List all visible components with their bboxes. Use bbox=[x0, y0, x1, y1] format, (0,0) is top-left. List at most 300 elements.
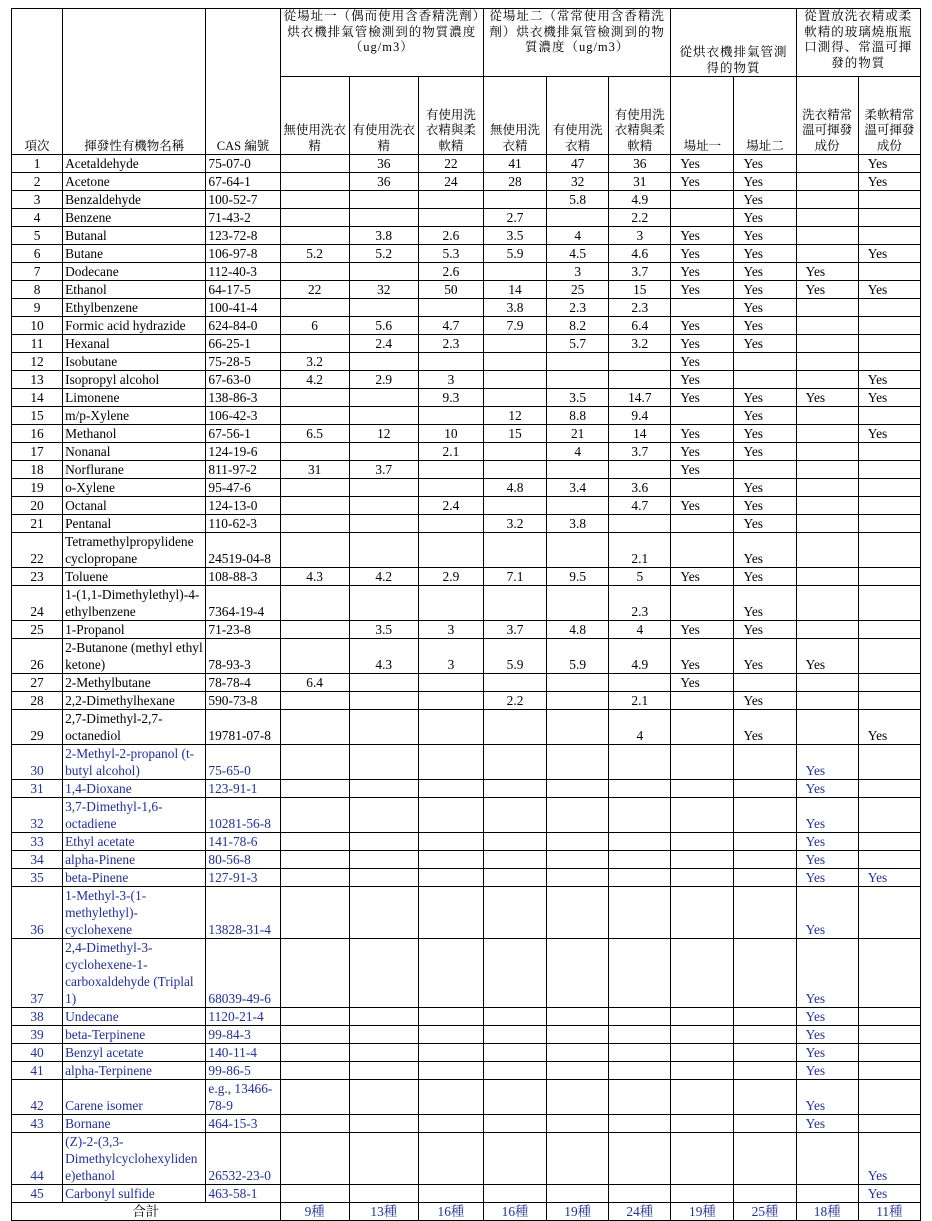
cell-s1-det-soft bbox=[418, 191, 483, 209]
cell-no: 43 bbox=[12, 1115, 63, 1133]
cell-s2-none bbox=[483, 335, 546, 353]
cell-s2-none bbox=[483, 263, 546, 281]
cell-cas: 80-56-8 bbox=[206, 851, 280, 869]
cell-site1 bbox=[671, 869, 734, 887]
table-row bbox=[12, 869, 921, 887]
cell-site2 bbox=[734, 745, 796, 780]
cell-site2 bbox=[734, 939, 796, 1008]
cell-det-vol bbox=[796, 515, 858, 533]
cell-site2 bbox=[734, 1044, 796, 1062]
cell-s1-det-soft bbox=[418, 479, 483, 497]
cell-s2-none: 15 bbox=[483, 425, 546, 443]
cell-cas: e.g., 13466-78-9 bbox=[206, 1080, 280, 1115]
cell-site1 bbox=[671, 798, 734, 833]
total-det-vol: 18種 bbox=[796, 1203, 858, 1221]
cell-no: 44 bbox=[12, 1133, 63, 1185]
table-row bbox=[12, 1133, 921, 1185]
cell-det-vol bbox=[796, 568, 858, 586]
cell-s2-none: 14 bbox=[483, 281, 546, 299]
cell-s2-det bbox=[547, 674, 609, 692]
cell-s2-det-soft bbox=[609, 745, 671, 780]
cell-s1-none: 31 bbox=[280, 461, 349, 479]
cell-s2-det: 5.8 bbox=[547, 191, 609, 209]
cell-s2-none bbox=[483, 443, 546, 461]
cell-s1-det bbox=[349, 780, 418, 798]
cell-s2-none bbox=[483, 1080, 546, 1115]
cell-site1: Yes bbox=[671, 425, 734, 443]
cell-s1-det-soft bbox=[418, 851, 483, 869]
cell-soft-vol: Yes bbox=[858, 155, 920, 173]
col-group-site1: 從場址一（偶而使用含香精洗劑）烘衣機排氣管檢測到的物質濃度（ug/m3） bbox=[280, 9, 483, 77]
cell-s1-none bbox=[280, 621, 349, 639]
cell-det-vol bbox=[796, 299, 858, 317]
cell-cas: 67-56-1 bbox=[206, 425, 280, 443]
cell-s2-none: 41 bbox=[483, 155, 546, 173]
table-row bbox=[12, 227, 921, 245]
cell-s1-none bbox=[280, 1080, 349, 1115]
cell-cas: 68039-49-6 bbox=[206, 939, 280, 1008]
cell-s2-none: 5.9 bbox=[483, 639, 546, 674]
cell-name: Bornane bbox=[63, 1115, 206, 1133]
cell-cas: 123-91-1 bbox=[206, 780, 280, 798]
cell-det-vol: Yes bbox=[796, 780, 858, 798]
table-row bbox=[12, 191, 921, 209]
cell-s2-det-soft: 6.4 bbox=[609, 317, 671, 335]
cell-s1-det bbox=[349, 833, 418, 851]
col-header-s1-det: 有使用洗衣精 bbox=[349, 77, 418, 155]
cell-site2: Yes bbox=[734, 479, 796, 497]
cell-soft-vol bbox=[858, 479, 920, 497]
cell-soft-vol bbox=[858, 939, 920, 1008]
cell-cas: 127-91-3 bbox=[206, 869, 280, 887]
cell-site2: Yes bbox=[734, 443, 796, 461]
cell-s2-det bbox=[547, 887, 609, 939]
cell-cas: 99-86-5 bbox=[206, 1062, 280, 1080]
cell-s2-det bbox=[547, 1026, 609, 1044]
col-header-s2-det: 有使用洗衣精 bbox=[547, 77, 609, 155]
cell-cas: 66-25-1 bbox=[206, 335, 280, 353]
cell-soft-vol bbox=[858, 851, 920, 869]
cell-s2-none bbox=[483, 939, 546, 1008]
cell-s2-none: 3.5 bbox=[483, 227, 546, 245]
cell-s1-none: 4.3 bbox=[280, 568, 349, 586]
cell-name: alpha-Terpinene bbox=[63, 1062, 206, 1080]
cell-site2: Yes bbox=[734, 710, 796, 745]
cell-s2-det: 8.8 bbox=[547, 407, 609, 425]
cell-s1-det-soft: 10 bbox=[418, 425, 483, 443]
table-row bbox=[12, 515, 921, 533]
cell-s1-det: 2.4 bbox=[349, 335, 418, 353]
table-row bbox=[12, 621, 921, 639]
cell-s1-none bbox=[280, 155, 349, 173]
cell-s2-det-soft bbox=[609, 798, 671, 833]
cell-cas: 67-64-1 bbox=[206, 173, 280, 191]
cell-s1-det-soft: 3 bbox=[418, 371, 483, 389]
cell-site1: Yes bbox=[671, 497, 734, 515]
cell-s2-det-soft: 14 bbox=[609, 425, 671, 443]
cell-s1-det-soft: 24 bbox=[418, 173, 483, 191]
cell-soft-vol bbox=[858, 353, 920, 371]
cell-cas: 590-73-8 bbox=[206, 692, 280, 710]
cell-name: 2,7-Dimethyl-2,7-octanediol bbox=[63, 710, 206, 745]
cell-s2-det-soft: 4.9 bbox=[609, 191, 671, 209]
cell-site2: Yes bbox=[734, 209, 796, 227]
table-row bbox=[12, 1044, 921, 1062]
cell-s1-det-soft: 2.1 bbox=[418, 443, 483, 461]
cell-s1-none bbox=[280, 710, 349, 745]
cell-no: 20 bbox=[12, 497, 63, 515]
cell-s2-det-soft: 2.2 bbox=[609, 209, 671, 227]
cell-s2-det-soft bbox=[609, 461, 671, 479]
cell-site1 bbox=[671, 407, 734, 425]
cell-s1-det bbox=[349, 939, 418, 1008]
cell-soft-vol: Yes bbox=[858, 869, 920, 887]
cell-s1-none bbox=[280, 407, 349, 425]
cell-soft-vol bbox=[858, 621, 920, 639]
cell-soft-vol bbox=[858, 1008, 920, 1026]
cell-site2: Yes bbox=[734, 245, 796, 263]
cell-s2-det-soft: 15 bbox=[609, 281, 671, 299]
cell-det-vol: Yes bbox=[796, 1008, 858, 1026]
cell-site1: Yes bbox=[671, 674, 734, 692]
cell-name: beta-Terpinene bbox=[63, 1026, 206, 1044]
col-group-bottle: 從置放洗衣精或柔軟精的玻璃燒瓶瓶口測得、常溫可揮發的物質 bbox=[796, 9, 920, 77]
cell-s1-none bbox=[280, 497, 349, 515]
cell-s2-det bbox=[547, 1008, 609, 1026]
cell-s1-det: 3.7 bbox=[349, 461, 418, 479]
cell-site2: Yes bbox=[734, 497, 796, 515]
cell-no: 15 bbox=[12, 407, 63, 425]
cell-s1-none bbox=[280, 1008, 349, 1026]
cell-soft-vol bbox=[858, 497, 920, 515]
cell-s1-det bbox=[349, 745, 418, 780]
cell-no: 41 bbox=[12, 1062, 63, 1080]
cell-s1-det: 12 bbox=[349, 425, 418, 443]
cell-cas: 75-28-5 bbox=[206, 353, 280, 371]
cell-det-vol bbox=[796, 425, 858, 443]
table-header bbox=[12, 9, 921, 155]
cell-name: Ethylbenzene bbox=[63, 299, 206, 317]
cell-s1-det bbox=[349, 851, 418, 869]
cell-s1-none bbox=[280, 586, 349, 621]
cell-s2-det: 9.5 bbox=[547, 568, 609, 586]
cell-s1-none bbox=[280, 745, 349, 780]
cell-s1-det-soft: 3 bbox=[418, 639, 483, 674]
cell-det-vol: Yes bbox=[796, 887, 858, 939]
cell-s1-det-soft: 2.9 bbox=[418, 568, 483, 586]
cell-soft-vol: Yes bbox=[858, 389, 920, 407]
cell-soft-vol bbox=[858, 191, 920, 209]
cell-s2-det bbox=[547, 1080, 609, 1115]
cell-name: 2-Methyl-2-propanol (t-butyl alcohol) bbox=[63, 745, 206, 780]
table-row bbox=[12, 443, 921, 461]
cell-s1-det-soft bbox=[418, 798, 483, 833]
cell-soft-vol bbox=[858, 227, 920, 245]
cell-no: 34 bbox=[12, 851, 63, 869]
cell-s2-none: 7.9 bbox=[483, 317, 546, 335]
cell-soft-vol: Yes bbox=[858, 1185, 920, 1203]
cell-s2-det: 4 bbox=[547, 227, 609, 245]
cell-s1-det bbox=[349, 191, 418, 209]
cell-s2-det-soft: 3.2 bbox=[609, 335, 671, 353]
cell-s2-det bbox=[547, 533, 609, 568]
cell-s1-none: 6.5 bbox=[280, 425, 349, 443]
cell-det-vol bbox=[796, 1133, 858, 1185]
cell-s2-det: 4.5 bbox=[547, 245, 609, 263]
cell-site2 bbox=[734, 780, 796, 798]
cell-site1 bbox=[671, 1044, 734, 1062]
cell-s2-none bbox=[483, 710, 546, 745]
total-s1-none: 9種 bbox=[280, 1203, 349, 1221]
cell-site2: Yes bbox=[734, 425, 796, 443]
cell-soft-vol bbox=[858, 407, 920, 425]
cell-s1-det-soft bbox=[418, 407, 483, 425]
cell-s1-det: 4.2 bbox=[349, 568, 418, 586]
cell-no: 31 bbox=[12, 780, 63, 798]
cell-name: Ethanol bbox=[63, 281, 206, 299]
table-row bbox=[12, 245, 921, 263]
cell-soft-vol bbox=[858, 335, 920, 353]
cell-name: Octanal bbox=[63, 497, 206, 515]
cell-name: Isobutane bbox=[63, 353, 206, 371]
cell-site2 bbox=[734, 798, 796, 833]
cell-name: Norflurane bbox=[63, 461, 206, 479]
table-row bbox=[12, 1026, 921, 1044]
cell-no: 12 bbox=[12, 353, 63, 371]
cell-s2-none bbox=[483, 389, 546, 407]
table-row bbox=[12, 833, 921, 851]
cell-site2 bbox=[734, 674, 796, 692]
cell-s1-none bbox=[280, 1115, 349, 1133]
cell-s1-det: 5.2 bbox=[349, 245, 418, 263]
cell-s1-none bbox=[280, 1026, 349, 1044]
col-header-s1-none: 無使用洗衣精 bbox=[280, 77, 349, 155]
cell-s1-none bbox=[280, 533, 349, 568]
cell-name: Ethyl acetate bbox=[63, 833, 206, 851]
cell-site2: Yes bbox=[734, 407, 796, 425]
cell-s2-none: 2.7 bbox=[483, 209, 546, 227]
cell-cas: 13828-31-4 bbox=[206, 887, 280, 939]
cell-det-vol bbox=[796, 497, 858, 515]
cell-s2-none: 3.7 bbox=[483, 621, 546, 639]
cell-soft-vol bbox=[858, 1080, 920, 1115]
cell-s1-det-soft bbox=[418, 745, 483, 780]
table-row bbox=[12, 263, 921, 281]
table-row bbox=[12, 1080, 921, 1115]
cell-s2-det-soft: 36 bbox=[609, 155, 671, 173]
cell-s1-none bbox=[280, 798, 349, 833]
cell-s2-det bbox=[547, 1044, 609, 1062]
cell-site1: Yes bbox=[671, 173, 734, 191]
cell-site2: Yes bbox=[734, 639, 796, 674]
table-row bbox=[12, 851, 921, 869]
cell-s2-det-soft: 4.6 bbox=[609, 245, 671, 263]
cell-s2-det bbox=[547, 798, 609, 833]
table-row bbox=[12, 1008, 921, 1026]
cell-site2: Yes bbox=[734, 335, 796, 353]
cell-s1-none bbox=[280, 639, 349, 674]
cell-s2-det bbox=[547, 1062, 609, 1080]
cell-s2-det bbox=[547, 353, 609, 371]
table-row bbox=[12, 533, 921, 568]
cell-site1 bbox=[671, 1080, 734, 1115]
cell-s1-det-soft bbox=[418, 1062, 483, 1080]
cell-no: 32 bbox=[12, 798, 63, 833]
cell-det-vol: Yes bbox=[796, 1062, 858, 1080]
table-row bbox=[12, 425, 921, 443]
table-row bbox=[12, 479, 921, 497]
cell-s2-none bbox=[483, 497, 546, 515]
cell-s2-none: 7.1 bbox=[483, 568, 546, 586]
cell-s2-none bbox=[483, 869, 546, 887]
cell-cas: 78-78-4 bbox=[206, 674, 280, 692]
cell-s1-det-soft bbox=[418, 674, 483, 692]
table-row bbox=[12, 568, 921, 586]
cell-soft-vol bbox=[858, 461, 920, 479]
cell-s2-det bbox=[547, 209, 609, 227]
cell-s2-det: 5.9 bbox=[547, 639, 609, 674]
cell-det-vol bbox=[796, 586, 858, 621]
cell-s1-det bbox=[349, 479, 418, 497]
cell-s2-det: 3.4 bbox=[547, 479, 609, 497]
cell-name: 2-Butanone (methyl ethyl ketone) bbox=[63, 639, 206, 674]
cell-s1-det bbox=[349, 1062, 418, 1080]
cell-soft-vol bbox=[858, 692, 920, 710]
table-row bbox=[12, 353, 921, 371]
cell-site2 bbox=[734, 461, 796, 479]
cell-det-vol: Yes bbox=[796, 639, 858, 674]
cell-s1-none: 4.2 bbox=[280, 371, 349, 389]
cell-det-vol bbox=[796, 461, 858, 479]
col-header-site2: 場址二 bbox=[734, 77, 796, 155]
cell-cas: 75-07-0 bbox=[206, 155, 280, 173]
cell-s2-none bbox=[483, 674, 546, 692]
cell-s1-det-soft bbox=[418, 939, 483, 1008]
cell-soft-vol bbox=[858, 745, 920, 780]
cell-s1-det-soft bbox=[418, 780, 483, 798]
cell-s1-det-soft: 9.3 bbox=[418, 389, 483, 407]
cell-s1-det-soft: 2.6 bbox=[418, 263, 483, 281]
cell-cas: 106-97-8 bbox=[206, 245, 280, 263]
cell-site2 bbox=[734, 1062, 796, 1080]
cell-soft-vol: Yes bbox=[858, 425, 920, 443]
cell-no: 16 bbox=[12, 425, 63, 443]
cell-det-vol: Yes bbox=[796, 939, 858, 1008]
cell-no: 28 bbox=[12, 692, 63, 710]
cell-s2-det bbox=[547, 692, 609, 710]
cell-soft-vol bbox=[858, 299, 920, 317]
cell-site1: Yes bbox=[671, 639, 734, 674]
cell-cas: 108-88-3 bbox=[206, 568, 280, 586]
cell-s1-det bbox=[349, 1080, 418, 1115]
cell-name: Dodecane bbox=[63, 263, 206, 281]
cell-no: 36 bbox=[12, 887, 63, 939]
cell-name: Carbonyl sulfide bbox=[63, 1185, 206, 1203]
cell-s1-none bbox=[280, 939, 349, 1008]
cell-s2-none bbox=[483, 1115, 546, 1133]
cell-name: 2,2-Dimethylhexane bbox=[63, 692, 206, 710]
cell-name: Butanal bbox=[63, 227, 206, 245]
cell-s1-det-soft bbox=[418, 710, 483, 745]
cell-s1-det: 4.3 bbox=[349, 639, 418, 674]
cell-name: 2,4-Dimethyl-3-cyclohexene-1-carboxaldehyde (Triplal 1) bbox=[63, 939, 206, 1008]
cell-name: Formic acid hydrazide bbox=[63, 317, 206, 335]
cell-det-vol: Yes bbox=[796, 851, 858, 869]
cell-s1-det bbox=[349, 497, 418, 515]
cell-site2: Yes bbox=[734, 568, 796, 586]
cell-s1-det: 36 bbox=[349, 173, 418, 191]
cell-s2-det: 4 bbox=[547, 443, 609, 461]
cell-s1-none bbox=[280, 335, 349, 353]
cell-det-vol bbox=[796, 155, 858, 173]
cell-no: 7 bbox=[12, 263, 63, 281]
cell-s2-none bbox=[483, 833, 546, 851]
table-row bbox=[12, 674, 921, 692]
table-row bbox=[12, 586, 921, 621]
totals-label: 合計 bbox=[12, 1203, 281, 1221]
cell-s1-det bbox=[349, 586, 418, 621]
cell-site2 bbox=[734, 1008, 796, 1026]
cell-s2-det: 3.8 bbox=[547, 515, 609, 533]
cell-det-vol: Yes bbox=[796, 1115, 858, 1133]
table-row bbox=[12, 939, 921, 1008]
cell-det-vol bbox=[796, 191, 858, 209]
cell-site1: Yes bbox=[671, 281, 734, 299]
cell-s2-none bbox=[483, 887, 546, 939]
cell-soft-vol bbox=[858, 1026, 920, 1044]
cell-det-vol bbox=[796, 692, 858, 710]
cell-s1-det-soft bbox=[418, 692, 483, 710]
cell-s1-det-soft bbox=[418, 1080, 483, 1115]
cell-s2-det: 8.2 bbox=[547, 317, 609, 335]
cell-no: 27 bbox=[12, 674, 63, 692]
cell-det-vol bbox=[796, 227, 858, 245]
cell-s2-det-soft: 31 bbox=[609, 173, 671, 191]
cell-s2-det bbox=[547, 1115, 609, 1133]
cell-cas: 106-42-3 bbox=[206, 407, 280, 425]
cell-s1-det bbox=[349, 443, 418, 461]
cell-det-vol bbox=[796, 371, 858, 389]
cell-soft-vol: Yes bbox=[858, 1133, 920, 1185]
cell-s2-none bbox=[483, 586, 546, 621]
cell-s1-none bbox=[280, 1044, 349, 1062]
cell-s2-none: 28 bbox=[483, 173, 546, 191]
cell-cas: 110-62-3 bbox=[206, 515, 280, 533]
cell-det-vol bbox=[796, 710, 858, 745]
cell-s1-none bbox=[280, 443, 349, 461]
cell-s1-none bbox=[280, 851, 349, 869]
cell-det-vol: Yes bbox=[796, 263, 858, 281]
table-row bbox=[12, 281, 921, 299]
cell-s1-det bbox=[349, 209, 418, 227]
cell-site1 bbox=[671, 191, 734, 209]
cell-cas: 140-11-4 bbox=[206, 1044, 280, 1062]
cell-s2-det: 32 bbox=[547, 173, 609, 191]
cell-s2-det-soft: 5 bbox=[609, 568, 671, 586]
cell-s1-det bbox=[349, 389, 418, 407]
cell-name: Benzyl acetate bbox=[63, 1044, 206, 1062]
cell-name: Hexanal bbox=[63, 335, 206, 353]
cell-s1-det-soft: 4.7 bbox=[418, 317, 483, 335]
cell-cas: 100-41-4 bbox=[206, 299, 280, 317]
cell-det-vol bbox=[796, 479, 858, 497]
cell-s2-det: 3 bbox=[547, 263, 609, 281]
cell-name: Carene isomer bbox=[63, 1080, 206, 1115]
table-row bbox=[12, 1062, 921, 1080]
cell-det-vol: Yes bbox=[796, 1026, 858, 1044]
cell-s2-det-soft: 2.3 bbox=[609, 586, 671, 621]
cell-s1-det-soft: 2.6 bbox=[418, 227, 483, 245]
